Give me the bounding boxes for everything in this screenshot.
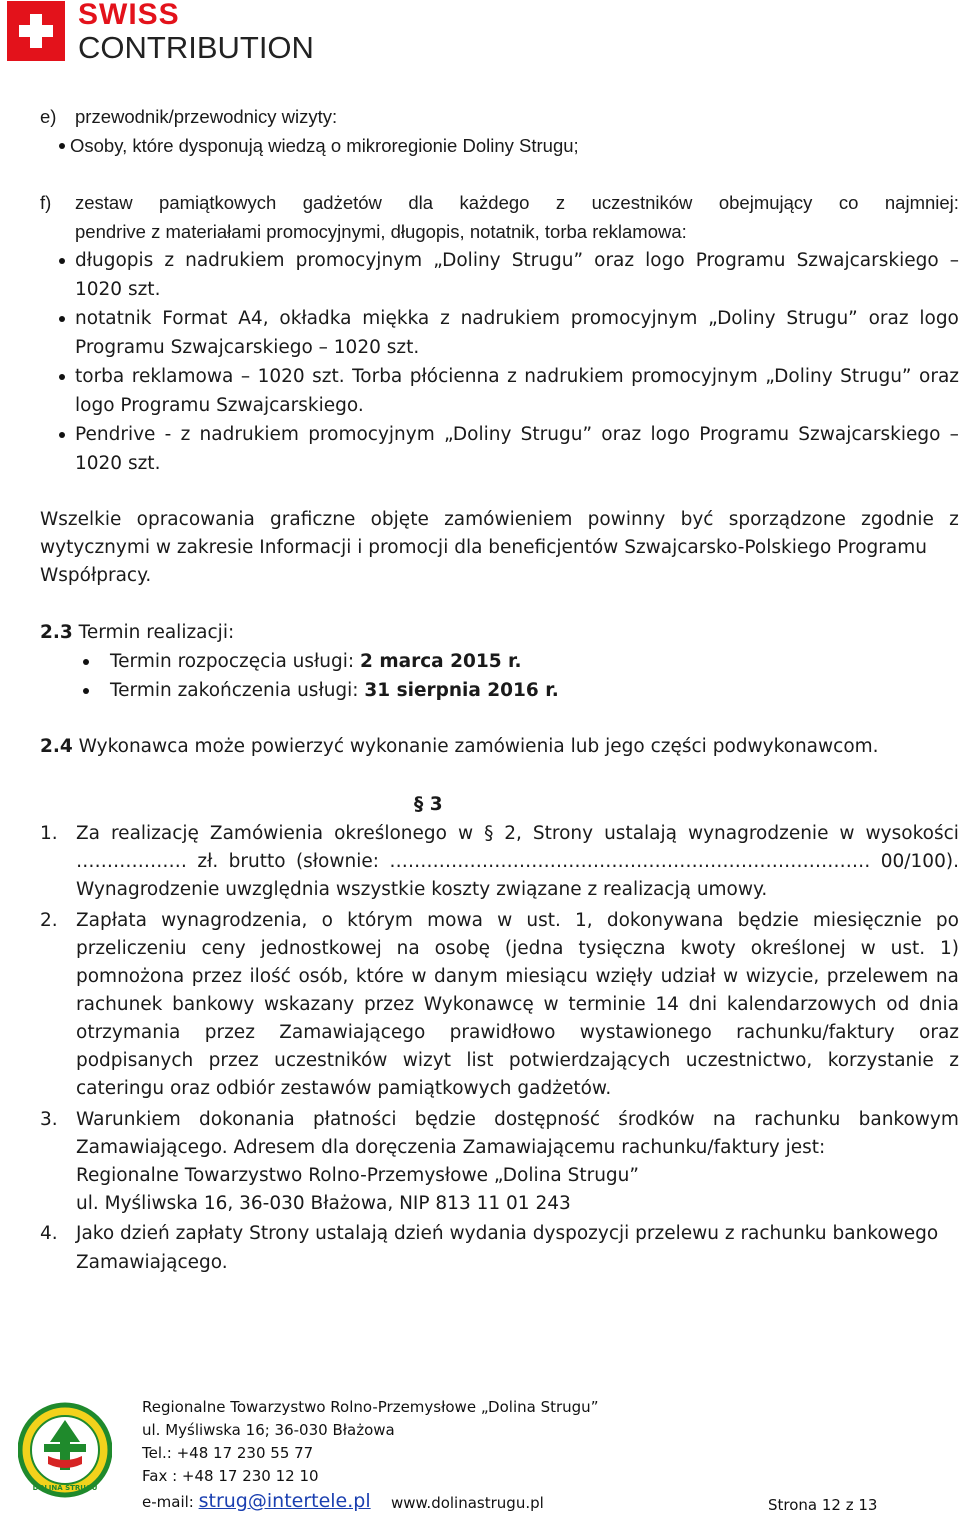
word: wizyt (402, 1050, 451, 1071)
word: promocyjnym (631, 366, 758, 387)
word: przez (191, 966, 242, 987)
word: Format (162, 308, 228, 329)
gadget-bullet-notebook (75, 305, 959, 333)
term-start (110, 648, 522, 676)
word: korzystanie (827, 1050, 934, 1071)
word: promocyjnym (308, 424, 435, 445)
word: Zamówienia (209, 823, 324, 844)
word: szt. (312, 366, 345, 387)
word: wizycie, (745, 966, 820, 987)
word: zestaw (75, 192, 133, 213)
word: miesięcznie (812, 910, 922, 931)
word: gadżetów (302, 192, 382, 213)
word: nadrukiem (460, 308, 560, 329)
word: brutto (228, 851, 286, 872)
item-3-line3: Regionalne Towarzystwo Rolno-Przemysłowe „Dolina Strugu” (76, 1165, 639, 1186)
word: po (935, 910, 959, 931)
word: …………………………………………………………………… (389, 851, 871, 872)
section-e-marker: e) (40, 106, 57, 127)
word: „Doliny (433, 250, 501, 271)
word: otrzymania (76, 1022, 181, 1043)
word: przez (208, 1050, 259, 1071)
item-1-line1 (76, 820, 959, 848)
word: nadrukiem (524, 366, 624, 387)
word: które (355, 966, 404, 987)
gadget-bullet-notebook-cont: Programu Szwajcarskiego – 1020 szt. (75, 337, 420, 358)
word: przelewem (826, 966, 929, 987)
word: logo (645, 250, 685, 271)
gadget-bullet-pen (75, 247, 959, 275)
section-e-title: przewodnik/przewodnicy wizyty: (75, 106, 338, 127)
item-3-number: 3. (40, 1109, 58, 1130)
word: od (886, 994, 910, 1015)
word: „Doliny (443, 424, 512, 445)
word: kwoty (680, 938, 736, 959)
word: zgodnie (861, 509, 934, 530)
word: miesiącu (505, 966, 588, 987)
word: 2, (504, 823, 522, 844)
word: Pendrive (75, 424, 156, 445)
footer-tel: Tel.: +48 17 230 55 77 (142, 1444, 314, 1462)
word: którym (347, 910, 413, 931)
item-1-line2 (76, 848, 959, 876)
section-f-line1 (75, 189, 959, 217)
word: z (507, 366, 517, 387)
swiss-cross-icon (7, 1, 65, 61)
word: ust. (526, 910, 561, 931)
word: bankowy (172, 994, 255, 1015)
section-2-3-title: Termin realizacji: (78, 622, 235, 643)
word: – (949, 250, 959, 271)
word: (słownie: (295, 851, 379, 872)
word: środków (618, 1109, 695, 1130)
section-2-4 (40, 733, 879, 761)
word: przez (363, 994, 415, 1015)
word: Szwajcarskiego (796, 250, 939, 271)
term-start-date: 2 marca 2015 r. (360, 651, 522, 672)
word: promocyjnym (295, 250, 423, 271)
word: wynagrodzenia, (161, 910, 308, 931)
word: graficzne (270, 509, 356, 530)
word: przeliczeniu (76, 938, 187, 959)
item-4-number: 4. (40, 1223, 58, 1244)
word: w (860, 938, 876, 959)
footer-address: ul. Myśliwska 16; 36-030 Błażowa (142, 1421, 395, 1439)
word: Zapłata (76, 910, 147, 931)
word: będzie (414, 1109, 476, 1130)
word: Warunkiem (76, 1109, 181, 1130)
word: być (680, 509, 714, 530)
bullet-icon (83, 659, 89, 665)
word: dni (688, 994, 718, 1015)
footer-email-label: e-mail: (142, 1493, 199, 1511)
word: realizację (110, 823, 199, 844)
logo-caption: DOLINA STRUGU (32, 1484, 98, 1492)
word: ustalają (604, 823, 677, 844)
item-2-line (76, 907, 959, 935)
word: „Doliny (708, 308, 776, 329)
word: tysięczna (578, 938, 666, 959)
word: powinny (587, 509, 666, 530)
word: Strugu” (786, 308, 858, 329)
word: płócienna (409, 366, 500, 387)
word: bankowym (858, 1109, 959, 1130)
bullet-icon (83, 688, 89, 694)
section-2-3-number: 2.3 (40, 622, 73, 643)
word: ilość (249, 966, 291, 987)
gadget-bullet-bag (75, 363, 959, 391)
word: 00/100). (880, 851, 959, 872)
word: uczestników (591, 192, 693, 213)
term-end-date: 31 sierpnia 2016 r. (364, 680, 559, 701)
word: nadrukiem (185, 250, 285, 271)
word: logo (650, 424, 691, 445)
word: Programu (699, 424, 790, 445)
bullet-icon (59, 258, 65, 264)
item-2-line (76, 1047, 959, 1075)
word: każdego (459, 192, 530, 213)
word: osobę (434, 938, 491, 959)
item-2-last-line: cateringu oraz odbiór zestawów pamiątkowych gadżetów. (76, 1078, 612, 1099)
word: Strugu” (840, 366, 912, 387)
footer-email-link[interactable]: strug@intertele.pl (198, 1490, 371, 1512)
word: będzie (737, 910, 799, 931)
item-3-line2: Zamawiającego. Adresem dla doręczenia Zamawiającemu rachunku/faktury jest: (76, 1137, 826, 1158)
word: ……………… (76, 851, 187, 872)
word: mowa (427, 910, 483, 931)
word: zamówieniem (444, 509, 573, 530)
word: w (839, 823, 855, 844)
term-end-label: Termin zakończenia usługi: (110, 680, 365, 701)
section-2-4-number: 2.4 (40, 736, 73, 757)
word: oraz (919, 1022, 959, 1043)
guidelines-paragraph-line1 (40, 506, 959, 534)
guidelines-paragraph-line2: wytycznymi w zakresie Informacji i promocji dla beneficjentów Szwajcarsko-Polskiego Programu (40, 537, 927, 558)
item-2-line (76, 991, 959, 1019)
item-3-line1 (76, 1106, 959, 1134)
word: wzięły (595, 966, 654, 987)
word: określonego (334, 823, 447, 844)
word: z (949, 509, 959, 530)
word: z (440, 308, 450, 329)
word: dnia (919, 994, 959, 1015)
term-start-label: Termin rozpoczęcia usługi: (110, 651, 361, 672)
item-4-line2: Zamawiającego. (76, 1252, 228, 1273)
word: list (466, 1050, 494, 1071)
word: najmniej: (884, 192, 959, 213)
word: oraz (594, 250, 635, 271)
word: pamiątkowych (159, 192, 277, 213)
word: rachunku (754, 1109, 841, 1130)
word: Strugu” (520, 424, 593, 445)
item-4-line1: Jako dzień zapłaty Strony ustalają dzień wydania dyspozycji przelewu z rachunku bankowego (76, 1223, 939, 1244)
word: dokonywana (606, 910, 724, 931)
word: w (411, 966, 427, 987)
section-f-marker: f) (40, 192, 52, 213)
word: dostępność (494, 1109, 601, 1130)
word: w (723, 966, 739, 987)
footer-email-line (142, 1490, 371, 1513)
word: promocyjnym (570, 308, 698, 329)
word: logo (919, 308, 959, 329)
word: opracowania (136, 509, 255, 530)
word: jednostkowej (260, 938, 382, 959)
word: dokonania (199, 1109, 295, 1130)
word: na (712, 1109, 736, 1130)
item-3-line4: ul. Myśliwska 16, 36-030 Błażowa, NIP 813 11 01 243 (76, 1193, 571, 1214)
gadget-bullet-bag-cont: logo Programu Szwajcarskiego. (75, 395, 364, 416)
word: Za (76, 823, 101, 844)
word: Wszelkie (40, 509, 122, 530)
word: wynagrodzenie (687, 823, 829, 844)
guidelines-paragraph-line3: Współpracy. (40, 565, 152, 586)
footer-org: Regionalne Towarzystwo Rolno-Przemysłowe „Dolina Strugu” (142, 1398, 599, 1416)
item-2-number: 2. (40, 910, 58, 931)
word: pomnożona (76, 966, 185, 987)
gadget-bullet-pendrive (75, 421, 959, 449)
word: torba (75, 366, 125, 387)
word: (jedna (504, 938, 564, 959)
word: rachunku/faktury (736, 1022, 895, 1043)
word: Wykonawcę (423, 994, 534, 1015)
item-2-line (76, 963, 959, 991)
word: z (949, 1050, 959, 1071)
word: w (457, 823, 474, 844)
item-2-line (76, 935, 959, 963)
word: o (321, 910, 333, 931)
word: dla (408, 192, 434, 213)
word: oraz (601, 424, 642, 445)
word: przez (204, 1022, 255, 1043)
word: co (838, 192, 859, 213)
word: na (935, 966, 959, 987)
word: 1020 (257, 366, 305, 387)
word: podpisanych (76, 1050, 194, 1071)
word: miękka (362, 308, 430, 329)
word: w (543, 994, 559, 1015)
gadget-bullet-pendrive-cont: 1020 szt. (75, 453, 161, 474)
word: A4, (238, 308, 269, 329)
word: 1) (939, 938, 959, 959)
item-1-number: 1. (40, 823, 58, 844)
word: udział (660, 966, 716, 987)
word: z (164, 250, 175, 271)
word: obejmujący (718, 192, 813, 213)
word: 14 (655, 994, 679, 1015)
section-e-bullet: Osoby, które dysponują wiedzą o mikroregionie Doliny Strugu; (70, 135, 579, 156)
word: uczestników (274, 1050, 388, 1071)
word: kalendarzowych (726, 994, 877, 1015)
word: ceny (201, 938, 246, 959)
page-number: Strona 12 z 13 (768, 1496, 878, 1514)
word: Zamawiającego (279, 1022, 426, 1043)
word: z (180, 424, 191, 445)
footer-website[interactable]: www.dolinastrugu.pl (391, 1494, 544, 1512)
bullet-icon (59, 316, 65, 322)
word: długopis (75, 250, 154, 271)
word: § (484, 823, 494, 844)
word: terminie (568, 994, 646, 1015)
word: Torba (352, 366, 403, 387)
word: prawidłowo (449, 1022, 556, 1043)
word: nadrukiem (199, 424, 299, 445)
logo-contribution-text: CONTRIBUTION (78, 30, 314, 65)
word: oraz (919, 366, 959, 387)
word: - (164, 424, 172, 445)
word: sporządzone (728, 509, 846, 530)
section-f-line2: pendrive z materiałami promocyjnymi, długopis, notatnik, torba reklamowa: (75, 221, 687, 242)
word: osób, (298, 966, 349, 987)
bullet-icon (59, 143, 65, 149)
bullet-icon (59, 432, 65, 438)
word: Strugu” (511, 250, 584, 271)
dolina-strugu-logo (18, 1398, 112, 1502)
word: z (555, 192, 566, 213)
word: Programu (695, 250, 786, 271)
paragraph-3-heading: § 3 (414, 794, 443, 815)
word: okładka (279, 308, 352, 329)
gadget-bullet-pen-cont: 1020 szt. (75, 279, 161, 300)
word: Strony (532, 823, 594, 844)
word: objęte (370, 509, 429, 530)
footer-fax: Fax : +48 17 230 12 10 (142, 1467, 319, 1485)
item-1-line3: Wynagrodzenie uwzględnia wszystkie koszty związane z realizacją umowy. (76, 879, 768, 900)
word: rachunek (76, 994, 163, 1015)
word: 1, (575, 910, 593, 931)
word: Szwajcarskiego (798, 424, 941, 445)
word: wysokości (865, 823, 959, 844)
word: – (240, 366, 251, 387)
logo-swiss-text: SWISS (78, 0, 180, 31)
term-end (110, 677, 559, 705)
word: zł. (197, 851, 219, 872)
section-2-3-heading (40, 619, 234, 647)
word: uczestnictwo, (685, 1050, 813, 1071)
word: płatności (312, 1109, 397, 1130)
word: potwierdzających (508, 1050, 671, 1071)
word: określonej (750, 938, 846, 959)
section-2-4-text: Wykonawca może powierzyć wykonanie zamówienia lub jego części podwykonawcom. (78, 736, 879, 757)
word: notatnik (75, 308, 152, 329)
word: – (949, 424, 959, 445)
word: wskazany (264, 994, 355, 1015)
item-2-line (76, 1019, 959, 1047)
word: na (396, 938, 420, 959)
word: reklamowa (131, 366, 234, 387)
word: oraz (868, 308, 909, 329)
word: danym (434, 966, 498, 987)
word: ust. (890, 938, 926, 959)
word: wystawionego (579, 1022, 712, 1043)
word: w (497, 910, 513, 931)
word: „Doliny (765, 366, 833, 387)
bullet-icon (59, 374, 65, 380)
